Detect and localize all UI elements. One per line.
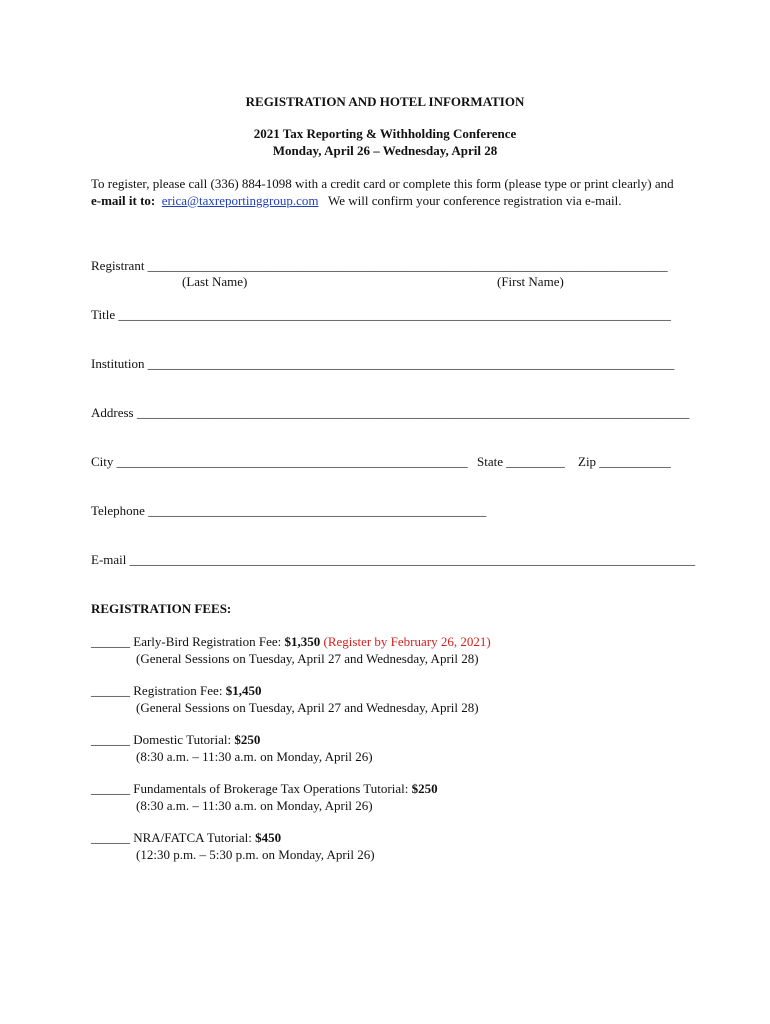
intro-paragraph bbox=[91, 176, 681, 209]
fee-price: $450 bbox=[255, 830, 282, 845]
zip-field[interactable]: Zip ___________ bbox=[578, 454, 671, 469]
fee-price: $1,350 bbox=[284, 634, 321, 649]
fee-detail: (8:30 a.m. – 11:30 a.m. on Monday, April 26) bbox=[136, 749, 373, 764]
conference-dates: Monday, April 26 – Wednesday, April 28 bbox=[272, 143, 498, 158]
fee-detail: (General Sessions on Tuesday, April 27 and Wednesday, April 28) bbox=[136, 651, 479, 666]
fee-label: Early-Bird Registration Fee: bbox=[133, 634, 282, 649]
last-name-label: (Last Name) bbox=[182, 274, 248, 289]
intro-text-before: To register, please call (336) 884-1098 with a credit card or complete this form (please type or print clearly) and bbox=[91, 176, 674, 191]
fee-item bbox=[91, 633, 491, 667]
registrant-field[interactable]: Registrant ________________________________________________________________________________ bbox=[91, 258, 668, 273]
page-title: REGISTRATION AND HOTEL INFORMATION bbox=[245, 94, 525, 109]
conference-name: 2021 Tax Reporting & Withholding Conference bbox=[253, 126, 517, 141]
fee-item bbox=[91, 780, 438, 814]
fee-detail: (8:30 a.m. – 11:30 a.m. on Monday, April 26) bbox=[136, 798, 373, 813]
fee-item bbox=[91, 829, 375, 863]
fee-label: Fundamentals of Brokerage Tax Operations Tutorial: bbox=[133, 781, 409, 796]
email-instruction: e-mail it to: bbox=[91, 192, 156, 208]
fee-price: $250 bbox=[234, 732, 261, 747]
fee-label: Registration Fee: bbox=[133, 683, 223, 698]
title-field[interactable]: Title _____________________________________________________________________________________ bbox=[91, 307, 671, 322]
address-field[interactable]: Address _____________________________________________________________________________________ bbox=[91, 405, 690, 420]
state-field[interactable]: State _________ bbox=[477, 454, 565, 469]
fee-checkbox-blank[interactable]: ______ bbox=[91, 634, 130, 649]
fee-checkbox-blank[interactable]: ______ bbox=[91, 830, 130, 845]
email-field[interactable]: E-mail _______________________________________________________________________________________ bbox=[91, 552, 696, 567]
fee-item bbox=[91, 682, 479, 716]
email-link[interactable]: erica@taxreportinggroup.com bbox=[161, 192, 319, 208]
fee-checkbox-blank[interactable]: ______ bbox=[91, 732, 130, 747]
fee-detail: (General Sessions on Tuesday, April 27 and Wednesday, April 28) bbox=[136, 700, 479, 715]
fee-label: Domestic Tutorial: bbox=[133, 732, 232, 747]
fee-price: $250 bbox=[411, 781, 438, 796]
fee-item bbox=[91, 731, 373, 765]
fee-price: $1,450 bbox=[225, 683, 262, 698]
fee-checkbox-blank[interactable]: ______ bbox=[91, 683, 130, 698]
intro-text-after: We will confirm your conference registration via e-mail. bbox=[328, 192, 622, 208]
institution-field[interactable]: Institution _________________________________________________________________________________ bbox=[91, 356, 675, 371]
fee-deadline-note: (Register by February 26, 2021) bbox=[323, 634, 491, 649]
city-field[interactable]: City ______________________________________________________ bbox=[91, 454, 468, 469]
registration-fees-heading: REGISTRATION FEES: bbox=[91, 601, 232, 616]
telephone-field[interactable]: Telephone ____________________________________________________ bbox=[91, 503, 487, 518]
fee-label: NRA/FATCA Tutorial: bbox=[133, 830, 252, 845]
fee-checkbox-blank[interactable]: ______ bbox=[91, 781, 130, 796]
fee-detail: (12:30 p.m. – 5:30 p.m. on Monday, April 26) bbox=[136, 847, 375, 862]
first-name-label: (First Name) bbox=[497, 274, 564, 289]
